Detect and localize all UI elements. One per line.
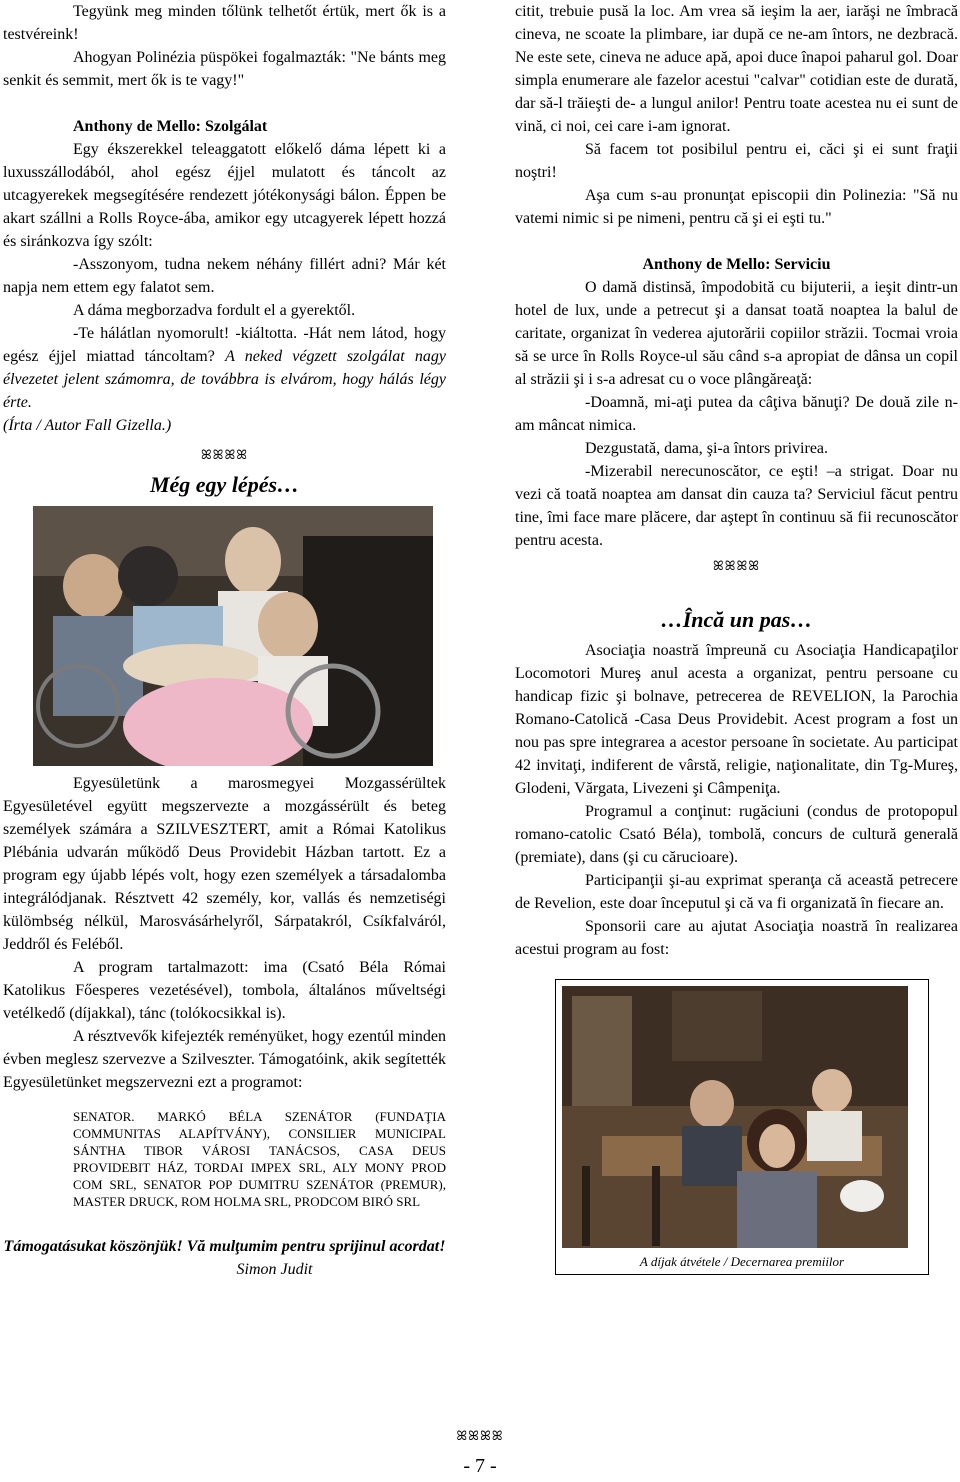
intro-paragraph: citit, trebuie pusă la loc. Am vrea să ieşim la aer, iarăşi ne îmbracă cineva, ne scoate la plimbare, iar după ce ne-am întors, ne dezbracă. Ne este sete, cineva ne aduce apă, apoi duce înapoi paharul gol. Doar simpla enumerare ale fazelor acestui "calvar" cotidian este de durată, dar să-l trăieşti de- a lungul anilor! Pentru toate acestea nu ei sunt de vină, ci noi, cei care i-am ignorat. [515, 3, 958, 135]
body-paragraph: Sponsorii care au ajutat Asociaţia noastră în realizarea acestui program au fost: [515, 918, 958, 958]
body-paragraph: Asociaţia noastră împreună cu Asociaţia Handicapaţilor Locomotori Mureş anul acesta a organizat, pentru persoane cu handicap fizic şi bolnave, petrecerea de REVELION, la Parochia Romano-Catolică -Casa Deus Providebit. Acest program a fost un nou pas spre integrarea a acestor persoane în societate. Au participat 42 invitaţi, indiferent de vârstă, religie, naţionalitate, din Tg-Mureş, Glodeni, Vărgata, Livezeni şi Câmpeniţa. [515, 642, 958, 797]
party-photo [33, 506, 433, 766]
story-paragraph: Dezgustată, dama, şi-a întors privirea. [585, 440, 829, 457]
page-number: - 7 - [463, 1455, 497, 1477]
story-dialogue: -Te hálátlan nyomorult! -kiáltotta. -Hát nem látod, hogy egész éjjel miattad táncoltam? [3, 325, 446, 365]
story-paragraph [3, 322, 446, 414]
story-paragraph: -Asszonyom, tudna nekem néhány fillért adni? Már két napja nem ettem egy falatot sem. [3, 256, 446, 296]
ornament-divider: ꕤꕤꕤꕤ [712, 558, 761, 573]
intro-paragraph: Tegyünk meg minden tőlünk telhetőt értük, mert ők is a testvéreink! [3, 3, 446, 43]
intro-paragraph: Ahogyan Polinézia püspökei fogalmazták: "Ne bánts meg senkit és semmit, mert ők is te vagy!" [3, 49, 446, 89]
author-credit: (Írta / Autor Fall Gizella.) [3, 417, 172, 434]
story-paragraph: O damă distinsă, împodobită cu bijuterii, a ieşit dintr-un hotel de lux, unde a petrecut şi a dansat toată noaptea la balul de caritate, organizat în vederea ajutorării copiilor străzii. Tocmai vroia să se urce în Rolls Royce-ul său când s-a apropiat de dânsa un copil al străzii şi i s-a adresat cu o voce plângăreaţă: [515, 279, 958, 388]
photo-caption: A díjak átvétele / Decernarea premiilor [639, 1254, 845, 1269]
party-photo-image [33, 506, 433, 766]
story-paragraph: -Mizerabil nerecunoscător, ce eşti! –a strigat. Doar nu vezi că toată noaptea am dansat din cauza ta? Serviciul făcut pentru tine, îmi face mare plăcere, dar aştept în continuu să fii recunoscător pentru acesta. [515, 463, 958, 549]
story-paragraph: A dáma megborzadva fordult el a gyerektől. [73, 302, 356, 319]
sponsor-list-text: SENATOR. MARKÓ BÉLA SZENÁTOR (FUNDAŢIA COMMUNITAS ALAPÍTVÁNY), CONSILIER MUNICIPAL SÁNTHA TIBOR VÁROSI TANÁCSOS, CASA DEUS PROVIDEBIT HÁZ, TORDAI IMPEX SRL, ALY MONY PROD COM SRL, SENATOR POP DUMITRU SZENÁTOR (PREMUR), MASTER DRUCK, ROM HOLMA SRL, PRODCOM BIRÓ SRL [73, 1109, 446, 1209]
body-paragraph: Programul a conţinut: rugăciuni (condus de protopopul romano-catolic Csató Béla), tombolă, concurs de cultură generală (premiate), dans (şi cu cărucioare). [515, 803, 958, 866]
signature: Simon Judit [236, 1261, 313, 1278]
award-photo-image [562, 986, 908, 1248]
story-title: Anthony de Mello: Szolgálat [73, 118, 268, 135]
body-paragraph: Egyesületünk a marosmegyei Mozgassérültek Egyesületével együtt megszervezte a mozgássérült és beteg személyek számára a SZILVESZTERT, amit a Római Katolikus Plébánia udvarán működő Deus Providebit Házban tartott. Ez a program egy újabb lépés volt, hogy ezen személyek a társadalomba integrálódjanak. Résztvett 42 személy, kor, vallás és nemzetiségi külömbség nélkül, Marosvásárhelyről, Sárpatakról, Csíkfalváról, Jeddről és Feléből. [3, 775, 446, 953]
story-paragraph: Egy ékszerekkel teleaggatott előkelő dáma lépett ki a luxusszállodából, ahol egész éjjel mulatott és táncolt az utcagyerekek megsegítésére rendezett jótékonysági bálon. Éppen be akart szállni a Rolls Royce-ába, amikor egy utcagyerek lépett hozzá és siránkozva így szólt: [3, 141, 446, 250]
right-column [515, 0, 958, 1275]
thanks-note: Támogatásukat köszönjük! Vă mulţumim pentru sprijinul acordat! [3, 1238, 446, 1255]
story-paragraph: -Doamnă, mi-aţi putea da câţiva bănuţi? De două zile n-am mâncat nimica. [515, 394, 958, 434]
body-paragraph: A program tartalmazott: ima (Csató Béla Római Katolikus Főesperes vezetésével), tombola, általános műveltségi vetélkedő (díjakkal), tánc (tolókocsikkal is). [3, 959, 446, 1022]
section-title: …Încă un pas… [660, 607, 813, 632]
story-title: Anthony de Mello: Serviciu [642, 256, 831, 273]
ornament-divider: ꕤꕤꕤꕤ [456, 1428, 504, 1443]
intro-paragraph: Să facem tot posibilul pentru ei, căci şi ei sunt fraţii noştri! [515, 141, 958, 181]
left-column [3, 0, 446, 1281]
sponsor-list [3, 1108, 446, 1210]
body-paragraph: A résztvevők kifejezték reményüket, hogy ezentúl minden évben meglesz szervezve a Szilveszter. Támogatóink, akik segítették Egyesületünket megszervezni ezt a programot: [3, 1028, 446, 1091]
award-photo-frame [555, 979, 929, 1275]
ornament-divider: ꕤꕤꕤꕤ [200, 447, 249, 462]
story-moral: A neked végzett szolgálat nagy élvezetet jelent számomra, de továbbra is elvárom, hogy hálás légy érte. [3, 348, 446, 411]
section-title: Még egy lépés… [149, 472, 300, 497]
body-paragraph: Participanţii şi-au exprimat speranţa că această petrecere de Revelion, este doar începutul şi că va fi organizată în fiecare an. [515, 872, 958, 912]
intro-paragraph: Aşa cum s-au pronunţat episcopii din Polinezia: "Să nu vatemi nimic si pe nimeni, pentru că şi ei eşti tu." [515, 187, 958, 227]
award-photo [562, 986, 908, 1248]
